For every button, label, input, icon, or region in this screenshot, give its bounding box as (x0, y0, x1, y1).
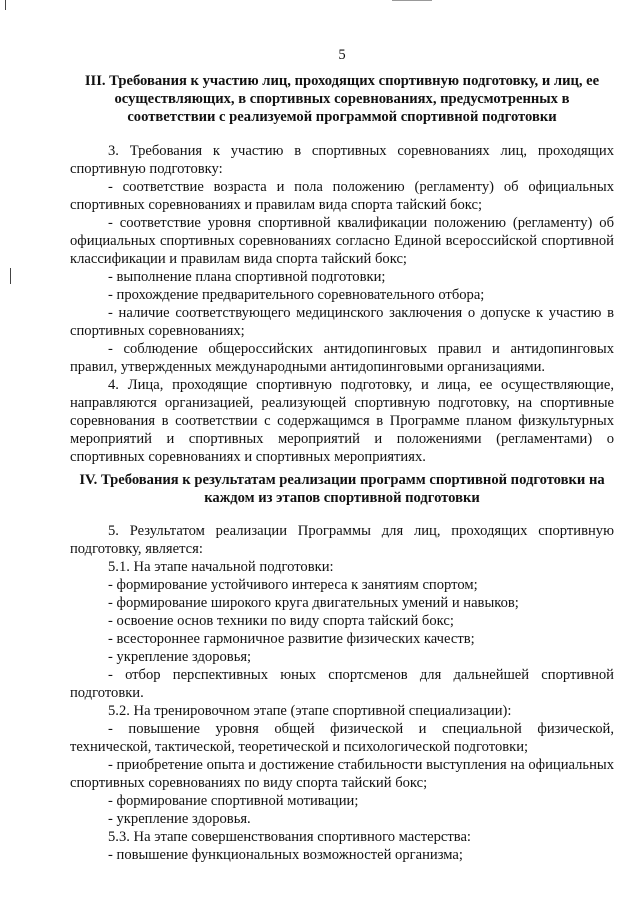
paragraph: - укрепление здоровья; (108, 649, 252, 665)
paragraph: - наличие соответствующего медицинского заключения о допуске к участию в спортивных соревнованиях; (70, 305, 614, 339)
paragraph: - соответствие возраста и пола положению (регламенту) об официальных спортивных соревнованиях и правилам вида спорта тайский бокс; (70, 179, 614, 213)
scan-artifact-left (10, 268, 11, 284)
paragraph: - формирование широкого круга двигательных умений и навыков; (108, 595, 519, 611)
section-4-body (70, 522, 614, 864)
paragraph: - отбор перспективных юных спортсменов для дальнейшей спортивной подготовки. (70, 667, 614, 701)
paragraph: 5. Результатом реализации Программы для лиц, проходящих спортивную подготовку, является: (70, 523, 614, 557)
paragraph: - всестороннее гармоничное развитие физических качеств; (108, 631, 475, 647)
paragraph: - укрепление здоровья. (108, 811, 251, 827)
paragraph: - формирование устойчивого интереса к занятиям спортом; (108, 577, 478, 593)
section-3-body (70, 142, 614, 466)
paragraph: 4. Лица, проходящие спортивную подготовку, и лица, ее осуществляющие, направляются организацией, реализующей спортивную подготовку, на спортивные соревнования в соответствии с содержащимся в Программе планом физкультурных мероприятий и спортивных мероприятий и положениями (регламентами) о спортивных соревнованиях и спортивных мероприятиях. (70, 377, 614, 465)
paragraph: - выполнение плана спортивной подготовки; (108, 269, 386, 285)
paragraph: 5.2. На тренировочном этапе (этапе спортивной специализации): (108, 703, 512, 719)
paragraph: - формирование спортивной мотивации; (108, 793, 359, 809)
paragraph: 5.1. На этапе начальной подготовки: (108, 559, 334, 575)
paragraph: - прохождение предварительного соревновательного отбора; (108, 287, 485, 303)
paragraph: - соответствие уровня спортивной квалификации положению (регламенту) об официальных спортивных соревнованиях согласно Единой всероссийской спортивной классификации и правилам вида спорта тайский бокс; (70, 215, 614, 267)
paragraph: - повышение функциональных возможностей организма; (108, 847, 463, 863)
paragraph: - освоение основ техники по виду спорта тайский бокс; (108, 613, 454, 629)
page-number: 5 (338, 47, 346, 63)
paragraph: 5.3. На этапе совершенствования спортивного мастерства: (108, 829, 471, 845)
paragraph: 3. Требования к участию в спортивных соревнованиях лиц, проходящих спортивную подготовку: (70, 143, 614, 177)
paragraph: - повышение уровня общей физической и специальной физической, технической, тактической, теоретической и психологической подготовки; (70, 721, 614, 755)
scan-artifact-top-right (392, 0, 432, 1)
section-4-title: IV. Требования к результатам реализации программ спортивной подготовки на каждом из этапов спортивной подготовки (79, 472, 605, 506)
paragraph: - приобретение опыта и достижение стабильности выступления на официальных спортивных соревнованиях по виду спорта тайский бокс; (70, 757, 614, 791)
scan-artifact-top-left (5, 0, 6, 10)
section-3-title: III. Требования к участию лиц, проходящих спортивную подготовку, и лиц, ее осуществляющих, в спортивных соревнованиях, предусмотренных в соответствии с реализуемой программой спортивной подготовки (84, 73, 600, 125)
paragraph: - соблюдение общероссийских антидопинговых правил и антидопинговых правил, утвержденных международными антидопинговыми организациями. (70, 341, 614, 375)
